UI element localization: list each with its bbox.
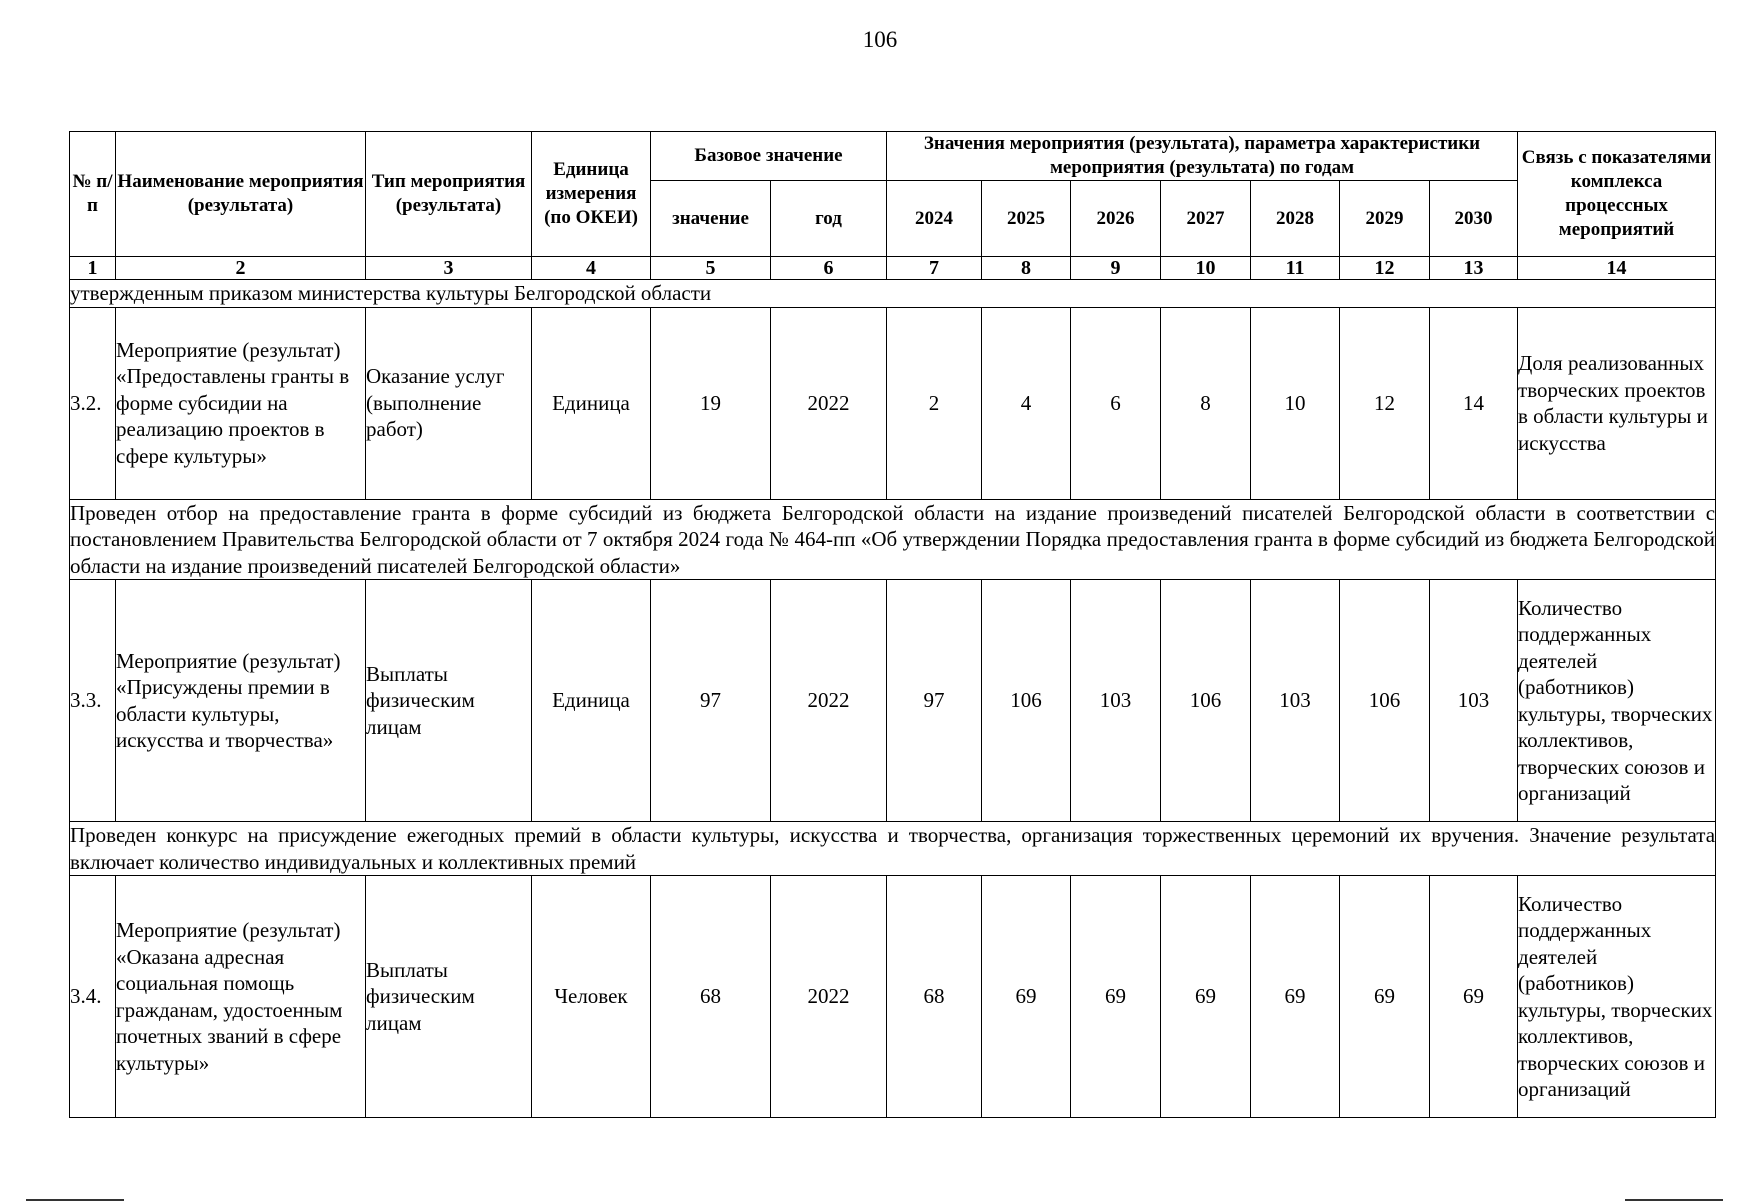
row-value-2027: 69: [1161, 876, 1251, 1118]
row-unit: Единица: [532, 580, 651, 822]
row-base-year: 2022: [771, 307, 887, 499]
row-value-2026: 6: [1071, 307, 1161, 499]
row-number: 3.3.: [70, 580, 116, 822]
row-value-2028: 69: [1251, 876, 1340, 1118]
table-row: [70, 876, 1716, 1118]
column-number: 4: [532, 257, 651, 280]
column-number: 8: [982, 257, 1071, 280]
header-link: Связь с показателями комплекса процессных мероприятий: [1518, 132, 1716, 257]
row-value-2029: 69: [1340, 876, 1430, 1118]
row-value-2027: 8: [1161, 307, 1251, 499]
row-value-2024: 68: [887, 876, 982, 1118]
row-type: Выплаты физическим лицам: [366, 876, 532, 1118]
note-row: [70, 822, 1716, 876]
column-number: 3: [366, 257, 532, 280]
header-values: Значения мероприятия (результата), параметра характеристики мероприятия (результата) по годам: [887, 132, 1518, 181]
column-number: 6: [771, 257, 887, 280]
header-year-2030: 2030: [1430, 181, 1518, 257]
header-year-2029: 2029: [1340, 181, 1430, 257]
header-year-2028: 2028: [1251, 181, 1340, 257]
row-number: 3.2.: [70, 307, 116, 499]
row-base-value: 97: [651, 580, 771, 822]
row-value-2025: 106: [982, 580, 1071, 822]
row-value-2024: 97: [887, 580, 982, 822]
note-row: [70, 499, 1716, 580]
row-value-2028: 103: [1251, 580, 1340, 822]
row-value-2026: 69: [1071, 876, 1161, 1118]
note-top: утвержденным приказом министерства культуры Белгородской области: [70, 280, 1716, 308]
row-value-2030: 14: [1430, 307, 1518, 499]
row-value-2030: 103: [1430, 580, 1518, 822]
row-value-2024: 2: [887, 307, 982, 499]
row-base-value: 19: [651, 307, 771, 499]
header-type: Тип мероприятия (результата): [366, 132, 532, 257]
table-row: [70, 307, 1716, 499]
row-name: Мероприятие (результат) «Предоставлены гранты в форме субсидии на реализацию проектов в сфере культуры»: [116, 307, 366, 499]
column-number: 11: [1251, 257, 1340, 280]
header-year-2026: 2026: [1071, 181, 1161, 257]
row-number: 3.4.: [70, 876, 116, 1118]
column-number: 2: [116, 257, 366, 280]
header-unit: Единица измерения (по ОКЕИ): [532, 132, 651, 257]
header-base: Базовое значение: [651, 132, 887, 181]
row-link: Доля реализованных творческих проектов в области культуры и искусства: [1518, 307, 1716, 499]
row-base-year: 2022: [771, 876, 887, 1118]
row-link: Количество поддержанных деятелей (работников) культуры, творческих коллективов, творческих союзов и организаций: [1518, 580, 1716, 822]
row-value-2026: 103: [1071, 580, 1161, 822]
header-name: Наименование мероприятия (результата): [116, 132, 366, 257]
row-base-year: 2022: [771, 580, 887, 822]
row-type: Выплаты физическим лицам: [366, 580, 532, 822]
column-number: 14: [1518, 257, 1716, 280]
row-unit: Единица: [532, 307, 651, 499]
header-year-2025: 2025: [982, 181, 1071, 257]
row-type: Оказание услуг (выполнение работ): [366, 307, 532, 499]
column-number: 5: [651, 257, 771, 280]
column-number: 7: [887, 257, 982, 280]
header-base-value: значение: [651, 181, 771, 257]
header-num: № п/п: [70, 132, 116, 257]
row-base-value: 68: [651, 876, 771, 1118]
row-link: Количество поддержанных деятелей (работников) культуры, творческих коллективов, творческих союзов и организаций: [1518, 876, 1716, 1118]
row-value-2027: 106: [1161, 580, 1251, 822]
row-name: Мероприятие (результат) «Присуждены премии в области культуры, искусства и творчества»: [116, 580, 366, 822]
row-name: Мероприятие (результат) «Оказана адресная социальная помощь гражданам, удостоенным почетных званий в сфере культуры»: [116, 876, 366, 1118]
column-number: 12: [1340, 257, 1430, 280]
header-year-2024: 2024: [887, 181, 982, 257]
row-note: Проведен отбор на предоставление гранта в форме субсидий из бюджета Белгородской области на издание произведений писателей Белгородской области в соответствии с постановлением Правительства Белгородской области от 7 октября 2024 года № 464-пп «Об утверждении Порядка предоставления гранта в форме субсидий из бюджета Белгородской области на издание произведений писателей Белгородской области»: [70, 500, 1716, 578]
column-number: 10: [1161, 257, 1251, 280]
row-value-2025: 69: [982, 876, 1071, 1118]
row-value-2030: 69: [1430, 876, 1518, 1118]
row-value-2028: 10: [1251, 307, 1340, 499]
row-unit: Человек: [532, 876, 651, 1118]
column-numbers-row: [70, 257, 1716, 280]
row-value-2029: 106: [1340, 580, 1430, 822]
table-row: [70, 580, 1716, 822]
row-value-2025: 4: [982, 307, 1071, 499]
header-year-2027: 2027: [1161, 181, 1251, 257]
results-table: [69, 131, 1716, 1118]
column-number: 1: [70, 257, 116, 280]
header-base-year: год: [771, 181, 887, 257]
note-row: [70, 280, 1716, 308]
column-number: 13: [1430, 257, 1518, 280]
row-note: Проведен конкурс на присуждение ежегодных премий в области культуры, искусства и творчества, организация торжественных церемоний их вручения. Значение результата включает количество индивидуальных и коллективных премий: [70, 823, 1716, 874]
page-number: 106: [862, 27, 898, 52]
row-value-2029: 12: [1340, 307, 1430, 499]
column-number: 9: [1071, 257, 1161, 280]
